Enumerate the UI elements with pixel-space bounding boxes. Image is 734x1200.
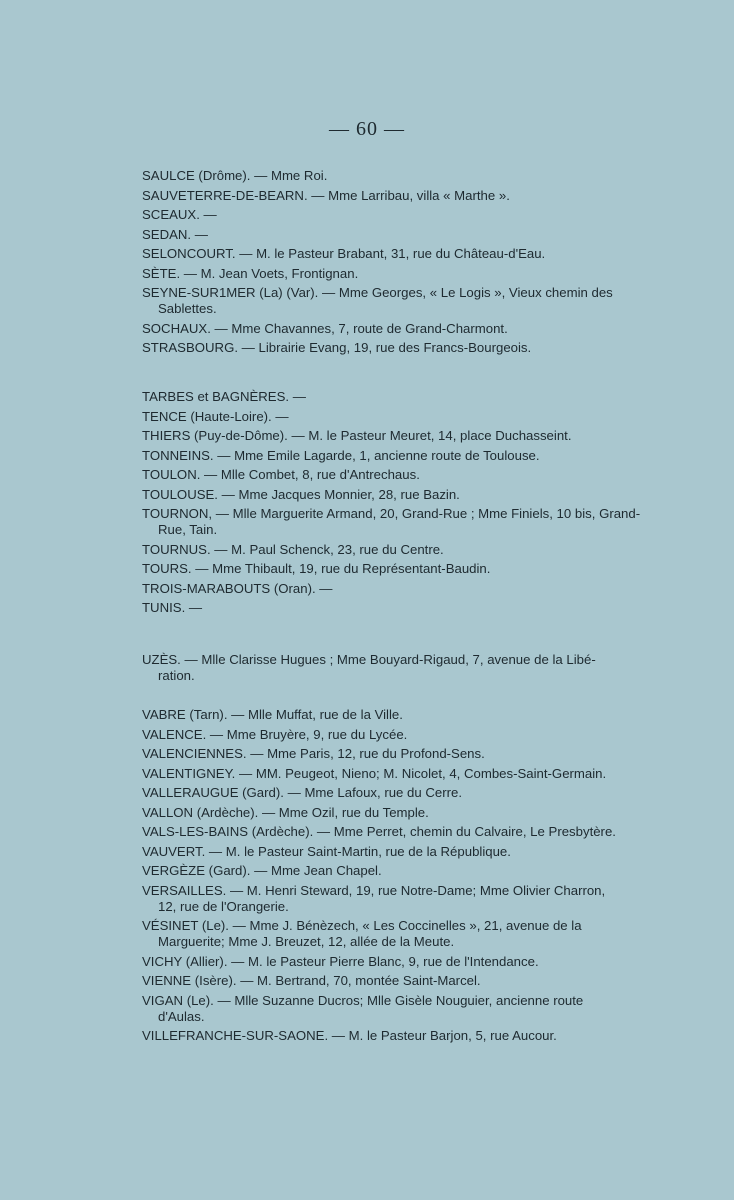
entry-text: TOULON. — Mlle Combet, 8, rue d'Antrechaus. (142, 467, 420, 482)
entry-text: TENCE (Haute-Loire). — (142, 408, 289, 424)
entry-continuation: Marguerite; Mme J. Breuzet, 12, allée de la Meute. (158, 934, 455, 949)
entry-text: SAULCE (Drôme). — Mme Roi. (142, 168, 328, 183)
section-v (142, 707, 669, 1048)
entry-text: UZÈS. — Mlle Clarisse Hugues ; Mme Bouyard-Rigaud, 7, avenue de la Libé- (142, 652, 596, 667)
directory-entry (142, 207, 669, 223)
directory-entry (142, 766, 669, 782)
directory-entry (142, 188, 669, 204)
directory-entry (142, 824, 669, 840)
directory-entry (142, 168, 669, 184)
section-s (142, 168, 669, 360)
entry-text: VERGÈZE (Gard). — Mme Jean Chapel. (142, 863, 382, 878)
entry-text: TOURS. — Mme Thibault, 19, rue du Représentant-Baudin. (142, 561, 491, 576)
directory-entry (142, 227, 669, 243)
entry-continuation: Sablettes. (158, 301, 217, 316)
directory-entry (142, 389, 669, 405)
entry-continuation: ration. (158, 668, 195, 683)
entry-text: VALENCIENNES. — Mme Paris, 12, rue du Profond-Sens. (142, 746, 485, 761)
directory-entry (142, 785, 669, 801)
entry-text: VALS-LES-BAINS (Ardèche). — Mme Perret, chemin du Calvaire, Le Presbytère. (142, 824, 616, 839)
section-u (142, 652, 669, 688)
directory-entry (142, 321, 669, 337)
entry-continuation: Rue, Tain. (158, 522, 218, 537)
directory-entry (142, 863, 669, 879)
directory-entry (142, 993, 669, 1025)
directory-entry (142, 727, 669, 743)
directory-entry (142, 844, 669, 860)
entry-text: TARBES et BAGNÈRES. — (142, 389, 306, 404)
entry-text: SELONCOURT. — M. le Pasteur Brabant, 31, rue du Château-d'Eau. (142, 246, 546, 261)
entry-text: VALENTIGNEY. — MM. Peugeot, Nieno; M. Nicolet, 4, Combes-Saint-Germain. (142, 765, 607, 781)
entry-text: VICHY (Allier). — M. le Pasteur Pierre Blanc, 9, rue de l'Intendance. (142, 953, 539, 969)
directory-entry (142, 805, 669, 821)
entry-text: SEDAN. — (142, 226, 208, 242)
directory-entry (142, 285, 669, 317)
entry-text: VILLEFRANCHE-SUR-SAONE. — M. le Pasteur Barjon, 5, rue Aucour. (142, 1028, 557, 1043)
entry-text: VIENNE (Isère). — M. Bertrand, 70, montée Saint-Marcel. (142, 973, 481, 988)
directory-entry (142, 340, 669, 356)
directory-entry (142, 652, 669, 684)
directory-entry (142, 561, 669, 577)
entry-text: SCEAUX. — (142, 207, 217, 222)
directory-entry (142, 448, 669, 464)
entry-text: SAUVETERRE-DE-BEARN. — Mme Larribau, villa « Marthe ». (142, 187, 510, 203)
directory-entry (142, 1028, 669, 1044)
directory-entry (142, 428, 669, 444)
directory-entry (142, 954, 669, 970)
section-t (142, 389, 669, 620)
directory-entry (142, 918, 669, 950)
entry-text: STRASBOURG. — Librairie Evang, 19, rue des Francs-Bourgeois. (142, 340, 532, 355)
directory-entry (142, 581, 669, 597)
entry-text: VIGAN (Le). — Mlle Suzanne Ducros; Mlle Gisèle Nouguier, ancienne route (142, 992, 584, 1008)
directory-entry (142, 246, 669, 262)
entry-text: VAUVERT. — M. le Pasteur Saint-Martin, rue de la République. (142, 843, 511, 859)
entry-text: TROIS-MARABOUTS (Oran). — (142, 580, 333, 596)
entry-text: THIERS (Puy-de-Dôme). — M. le Pasteur Meuret, 14, place Duchasseint. (142, 428, 572, 443)
directory-entry (142, 746, 669, 762)
entry-continuation: 12, rue de l'Orangerie. (158, 898, 289, 914)
directory-entry (142, 542, 669, 558)
entry-text: TOULOUSE. — Mme Jacques Monnier, 28, rue Bazin. (142, 486, 460, 502)
directory-entry (142, 266, 669, 282)
directory-entry (142, 707, 669, 723)
entry-text: VALLON (Ardèche). — Mme Ozil, rue du Temple. (142, 804, 429, 820)
directory-entry (142, 409, 669, 425)
entry-text: TUNIS. — (142, 600, 203, 615)
directory-entry (142, 487, 669, 503)
page-number: — 60 — (329, 118, 405, 140)
entry-text: VALLERAUGUE (Gard). — Mme Lafoux, rue du Cerre. (142, 785, 463, 800)
entry-text: TOURNUS. — M. Paul Schenck, 23, rue du Centre. (142, 541, 444, 557)
entry-continuation: d'Aulas. (158, 1008, 205, 1024)
entry-text: TOURNON, — Mlle Marguerite Armand, 20, Grand-Rue ; Mme Finiels, 10 bis, Grand- (142, 506, 641, 521)
directory-entry (142, 973, 669, 989)
entry-text: SEYNE-SUR1MER (La) (Var). — Mme Georges, « Le Logis », Vieux chemin des (142, 285, 613, 300)
directory-entry (142, 883, 669, 915)
directory-entry (142, 467, 669, 483)
entry-text: VÉSINET (Le). — Mme J. Bénèzech, « Les Coccinelles », 21, avenue de la (142, 918, 582, 933)
entry-text: VABRE (Tarn). — Mlle Muffat, rue de la Ville. (142, 707, 403, 722)
directory-entry (142, 600, 669, 616)
entry-text: TONNEINS. — Mme Emile Lagarde, 1, ancienne route de Toulouse. (142, 447, 540, 463)
entry-text: SÈTE. — M. Jean Voets, Frontignan. (142, 265, 359, 281)
entry-text: VERSAILLES. — M. Henri Steward, 19, rue Notre-Dame; Mme Olivier Charron, (142, 882, 606, 898)
directory-entry (142, 506, 669, 538)
entry-text: VALENCE. — Mme Bruyère, 9, rue du Lycée. (142, 726, 408, 742)
entry-text: SOCHAUX. — Mme Chavannes, 7, route de Grand-Charmont. (142, 320, 508, 336)
